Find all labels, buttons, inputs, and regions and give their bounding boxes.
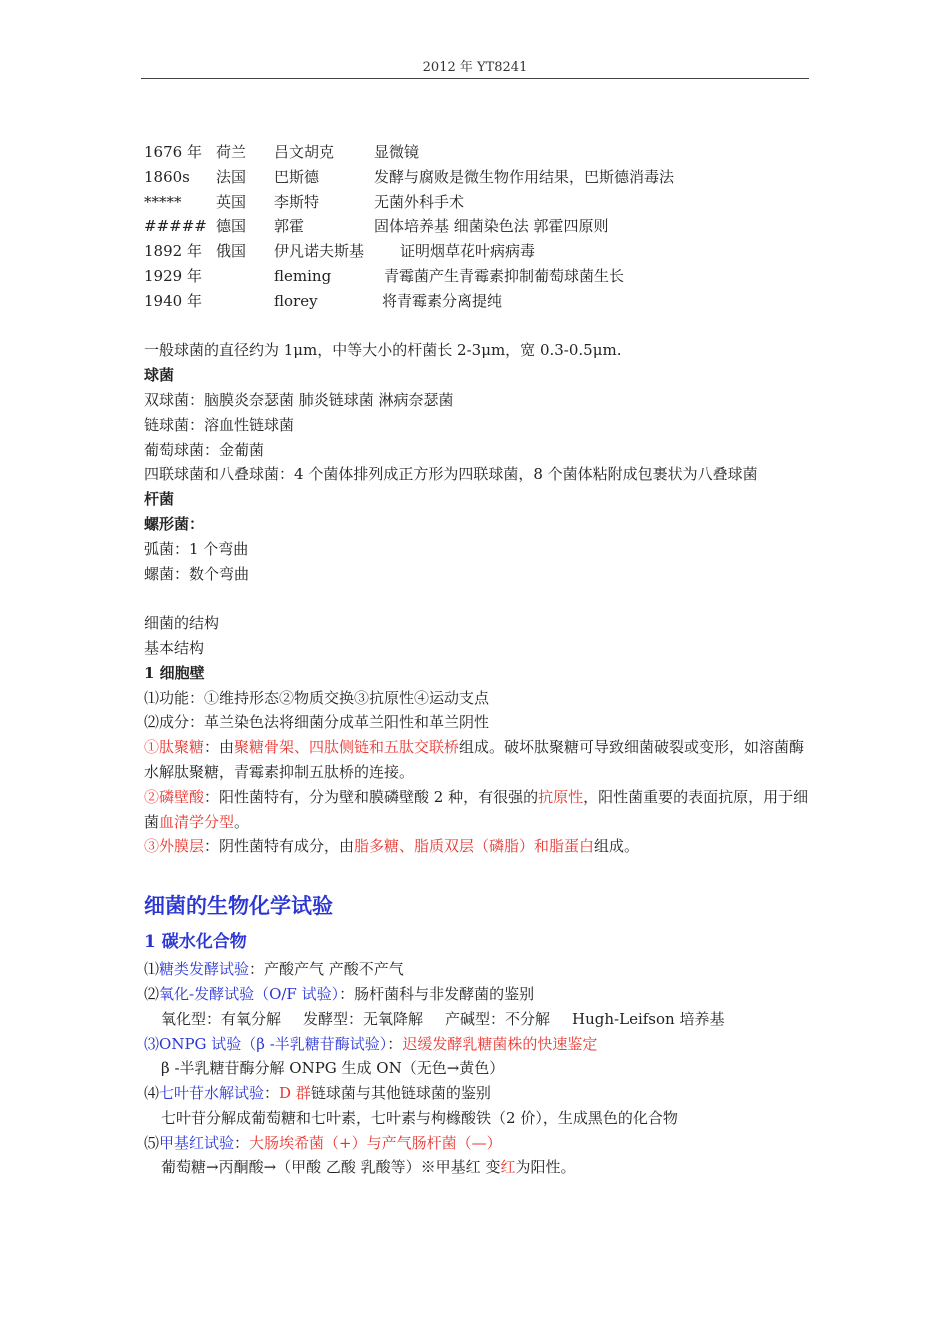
history-row: 1892 年 俄国 伊凡诺夫斯基 证明烟草花叶病病毒 — [144, 242, 536, 261]
biochem-heading: 细菌的生物化学试验 — [144, 893, 333, 919]
test-detail: 氧化型：有氧分解 发酵型：无氧降解 产碱型：不分解 Hugh-Leifson 培养基 — [161, 1009, 725, 1028]
history-row: 1929 年 fleming 青霉菌产生青霉素抑制葡萄球菌生长 — [144, 266, 625, 285]
test-item: ⑶ONPG 试验（β -半乳糖苷酶试验）：迟缓发酵乳糖菌株的快速鉴定 — [144, 1034, 598, 1053]
cell-wall-function: ⑴功能：①维持形态②物质交换③抗原性④运动支点 — [144, 688, 490, 707]
bacilli-heading: 杆菌 — [144, 490, 175, 509]
history-row: ***** 英国 李斯特 无菌外科手术 — [144, 192, 465, 211]
spiral-heading: 螺形菌： — [144, 514, 205, 533]
document-body — [144, 140, 812, 1180]
section-title: 细菌的结构 — [144, 614, 220, 633]
history-row: 1676 年 荷兰 吕文胡克 显微镜 — [144, 143, 420, 161]
list-item: 四联球菌和八叠球菌：4 个菌体排列成正方形为四联球菌，8 个菌体粘附成包裹状为八叠球菌 — [144, 465, 758, 484]
peptidoglycan-paragraph: ①肽聚糖：由聚糖骨架、四肽侧链和五肽交联桥组成。破坏肽聚糖可导致细菌破裂或变形，如溶菌酶水解肽聚糖，青霉素抑制五肽桥的连接。 — [144, 738, 805, 781]
page-header: 2012 年 YT8241 — [422, 60, 528, 75]
test-detail: 葡萄糖→丙酮酸→（甲酸 乙酸 乳酸等）※甲基红 变红为阳性。 — [161, 1158, 576, 1177]
history-timeline — [144, 140, 812, 314]
history-row: 1860s 法国 巴斯德 发酵与腐败是微生物作用结果，巴斯德消毒法 — [144, 167, 675, 186]
cell-wall-composition: ⑵成分：革兰染色法将细菌分成革兰阳性和革兰阴性 — [144, 713, 490, 732]
cocci-heading: 球菌 — [144, 366, 175, 385]
test-item: ⑵氧化-发酵试验（O/F 试验）：肠杆菌科与非发酵菌的鉴别 — [144, 984, 535, 1003]
list-item: 弧菌：1 个弯曲 — [144, 539, 249, 558]
list-item: 螺菌：数个弯曲 — [144, 564, 250, 583]
carbohydrate-heading: 1 碳水化合物 — [144, 932, 247, 953]
test-item: ⑴糖类发酵试验：产酸产气 产酸不产气 — [144, 960, 404, 979]
history-row: ##### 德国 郭霍 固体培养基 细菌染色法 郭霍四原则 — [144, 217, 609, 236]
header-divider — [141, 78, 809, 79]
test-item: ⑸甲基红试验：大肠埃希菌（+）与产气肠杆菌（—） — [144, 1133, 502, 1152]
list-item: 双球菌：脑膜炎奈瑟菌 肺炎链球菌 淋病奈瑟菌 — [144, 390, 454, 409]
list-item: 葡萄球菌：金葡菌 — [144, 440, 265, 459]
test-detail: β -半乳糖苷酶分解 ONPG 生成 ON（无色→黄色） — [161, 1059, 505, 1078]
test-detail: 七叶苷分解成葡萄糖和七叶素，七叶素与枸橼酸铁（2 价），生成黑色的化合物 — [161, 1108, 678, 1127]
size-note: 一般球菌的直径约为 1μm，中等大小的杆菌长 2-3μm，宽 0.3-0.5μm. — [144, 341, 622, 360]
test-item: ⑷七叶苷水解试验：D 群链球菌与其他链球菌的鉴别 — [144, 1084, 491, 1103]
outer-membrane-paragraph: ③外膜层：阴性菌特有成分，由脂多糖、脂质双层（磷脂）和脂蛋白组成。 — [144, 837, 640, 856]
history-row: 1940 年 florey 将青霉素分离提纯 — [144, 291, 503, 310]
cell-wall-heading: 1 细胞壁 — [144, 663, 205, 682]
teichoic-acid-paragraph: ②磷壁酸：阳性菌特有，分为壁和膜磷壁酸 2 种，有很强的抗原性，阳性菌重要的表面抗原，用于细菌血清学分型。 — [144, 787, 809, 831]
list-item: 链球菌：溶血性链球菌 — [144, 415, 295, 434]
section-subtitle: 基本结构 — [144, 638, 205, 657]
